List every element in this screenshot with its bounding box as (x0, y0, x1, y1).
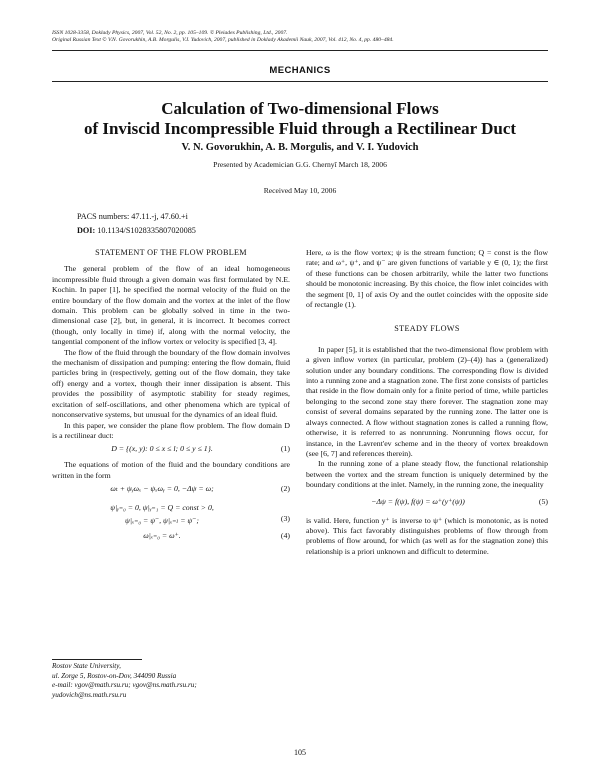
received-date: Received May 10, 2006 (263, 186, 337, 195)
footnote-rule (52, 659, 142, 660)
metadata-block (77, 210, 196, 238)
paragraph-3: In this paper, we consider the plane flow problem. The flow domain D is a rectilinear duct: (52, 420, 290, 440)
equation-1 (52, 444, 290, 457)
doi-value: 10.1134/S1028335807020085 (97, 226, 196, 235)
equation-3 (52, 501, 290, 527)
paragraph-7: In the running zone of a plane steady flow, the functional relationship between the vortex and the stream function is uniquely determined by the boundary conditions at the inlet. Namely, in the running zone, the inequality (306, 459, 548, 490)
footnote-line-2: ul. Zorge 5, Rostov-on-Dov, 344090 Russia (52, 671, 177, 680)
left-column (52, 248, 290, 547)
title-line-2: of Inviscid Incompressible Fluid through a Rectilinear Duct (83, 119, 517, 138)
paragraph-8: is valid. Here, function y⁺ is inverse to ψ⁺ (which is monotonic, as is noted above). This fact favorably distinguishes problems of flow through from problems of flow around, for which (as well as for the stagnation zone) this relationship is a priori unknown and difficult to determine. (306, 515, 548, 556)
pacs-numbers: PACS numbers: 47.11.-j, 47.60.+i (77, 212, 188, 221)
header-line-1: ISSN 1028-3358, Doklady Physics, 2007, Vol. 52, No. 2, pp. 105–109. © Pleiades Publishing, Ltd., 2007. (52, 30, 288, 36)
paragraph-1: The general problem of the flow of an ideal homogeneous incompressible fluid through a given domain was first formulated by N.E. Kochin. In paper [1], he specified the normal velocity of the fluid on the entire boundary of the flow domain and the vortex at the inlet of the flow domain. This problem can be globally solved in time in the two-dimensional case [2], but, in general, it is incorrect. It becomes correct (though, only locally in time) if, along with the normal velocity, the tangential component of the inflow vortex or velocity is specified [3, 4]. (52, 264, 290, 347)
footnote-line-4: yudovich@ns.math.rsu.ru (52, 690, 127, 699)
header-rule-bottom (52, 81, 548, 82)
equation-4 (52, 531, 290, 544)
equation-5-formula: −Δψ = f(ψ), f(ψ) = ω⁺(y⁺(ψ)) (371, 496, 465, 506)
equation-4-formula: ω|ₓ₌₀ = ω⁺. (143, 531, 181, 541)
heading-steady-flows: STEADY FLOWS (394, 324, 460, 334)
header-rule-top (52, 50, 548, 51)
journal-header (52, 30, 394, 45)
equation-1-formula: D = {(x, y): 0 ≤ x ≤ l; 0 ≤ y ≤ 1}. (111, 444, 213, 454)
page-number: 105 (294, 748, 306, 757)
header-line-2: Original Russian Text © V.N. Govorukhin, A.B. Morgulis, V.I. Yudovich, 2007, published in Doklady Akademii Nauk, 2007, Vol. 412, No. 4, pp. 480–484. (52, 37, 394, 44)
equation-1-number: (1) (280, 444, 290, 454)
title-line-1: Calculation of Two-dimensional Flows (161, 99, 439, 118)
doi-label: DOI: (77, 226, 96, 235)
equation-2-formula: ωₜ + ψᵧωₓ − ψₓωᵧ = 0, −Δψ = ω; (110, 484, 214, 494)
section-label: MECHANICS (269, 65, 331, 76)
affiliation-footnote (52, 662, 290, 700)
paper-title (0, 99, 600, 139)
equation-4-number: (4) (280, 531, 290, 541)
paragraph-5: Here, ω is the flow vortex; ψ is the stream function; Q = const is the flow rate; and ω⁺, ψ⁺, and ψ⁻ are given functions of variable y ∈ (0, 1); the first of these functions can be chosen arbitrarily, while the latter two functions should be monotonic increasing. By this choice, the flow inlet coincides with the segment [0, 1] of axis Oy and the outlet coincides with the opposite side of rectangle (1). (306, 248, 548, 310)
equation-2-number: (2) (280, 484, 290, 494)
footnote-line-3: e-mail: vgov@math.rsu.ru; vgov@ns.math.rsu.ru; (52, 681, 197, 690)
equation-3a-formula: ψ|ᵧ₌₀ = 0, ψ|ᵧ₌₁ = Q = const > 0, (110, 503, 214, 513)
equation-3-number: (3) (280, 514, 290, 524)
paragraph-6: In paper [5], it is established that the two-dimensional flow problem with a given inflow vortex (in particular, problem (2)–(4)) has a (generalized) solution under any boundary conditions. The corresponding flow is divided into a running zone and a stagnation zone. The first zone consists of particles that reside in the flow domain only for a finite period of time, while particles belonging to the second zone stay there forever. The stagnation zone may consist of several domains separated by the running zone. The latter one is always connected. A flow without stagnation zones is called a running flow, otherwise, it is referred to as nonrunning. Nonrunning flows occur, for instance, in the Lavrent'ev scheme and in the theory of vortex breakdown (see [6, 7] and references therein). (306, 344, 548, 458)
right-column (306, 248, 548, 557)
paragraph-4: The equations of motion of the fluid and the boundary conditions are written in the form (52, 460, 290, 480)
equation-2 (52, 484, 290, 497)
equation-5 (306, 497, 548, 510)
paragraph-2: The flow of the fluid through the boundary of the flow domain involves the mechanism of dissipation and pumping: entering the flow domain, fluid particles bring in (respectively, getting out of the flow domain, they take off) energy and a vortex, though their inner dissipation is absent. This provides the possibility of asymptotic stability for steady regimes, excitation of self-oscillations, and other phenomena which are typical of nonconservative systems, but unusual for the dynamics of an ideal fluid. (52, 347, 290, 420)
equation-5-number: (5) (538, 496, 548, 506)
heading-statement: STATEMENT OF THE FLOW PROBLEM (95, 248, 247, 257)
presented-by: Presented by Academician G.G. Chernyĭ March 18, 2006 (213, 160, 387, 169)
footnote-line-1: Rostov State University, (52, 662, 121, 670)
authors: V. N. Govorukhin, A. B. Morgulis, and V. I. Yudovich (181, 142, 419, 153)
equation-3b-formula: ψ|ₓ₌₀ = ψ⁻, ψ|ₓ₌ₗ = ψ⁻; (125, 516, 199, 526)
doi-line (77, 224, 196, 238)
